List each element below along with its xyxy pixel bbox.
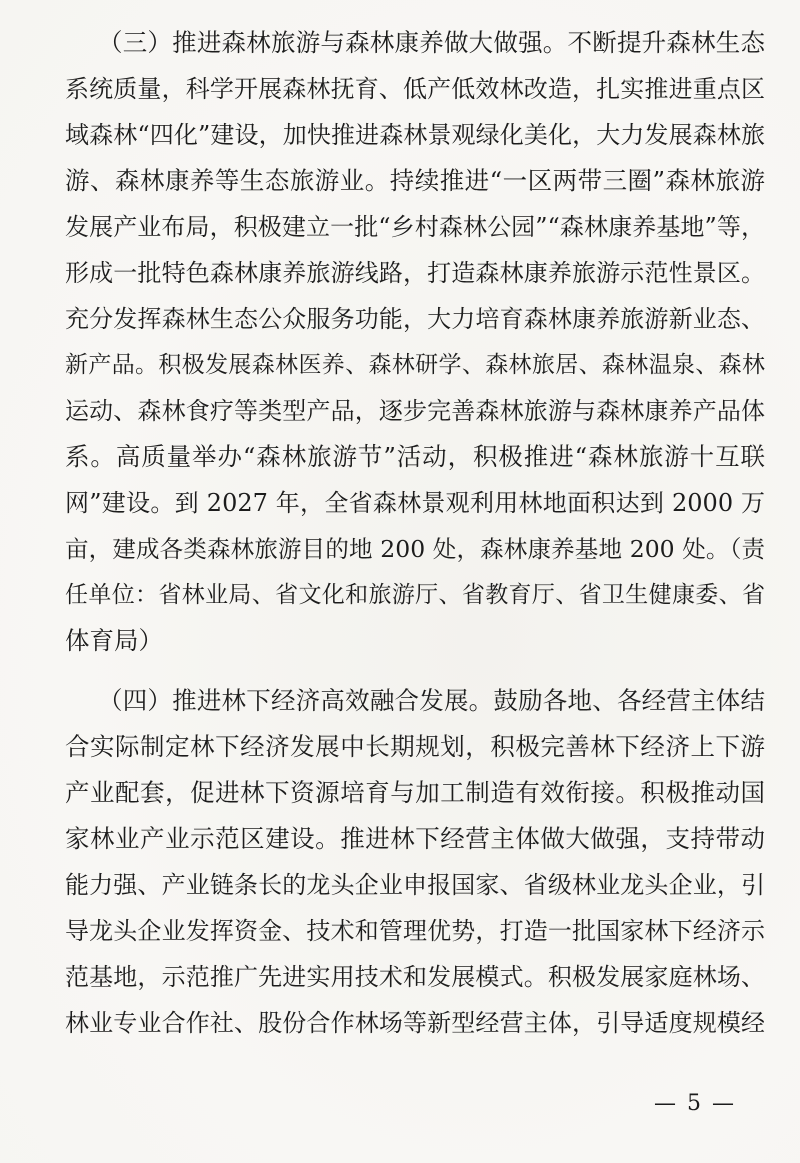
paragraph-line: 系。高质量举办“森林旅游节”活动，积极推进“森林旅游十互联 <box>65 442 765 471</box>
paragraph-line: 发展产业布局，积极建立一批“乡村森林公园”“森林康养基地”等， <box>65 213 765 241</box>
paragraph-line: 网”建设。到 2027 年，全省森林景观利用林地面积达到 2000 万 <box>65 489 765 517</box>
paragraph-line: （三）推进森林旅游与森林康养做大做强。不断提升森林生态 <box>98 28 765 57</box>
paragraph-line: （四）推进林下经济高效融合发展。鼓励各地、各经营主体结 <box>98 686 765 715</box>
paragraph-line: 系统质量，科学开展森林抚育、低产低效林改造，扎实推进重点区 <box>65 75 765 103</box>
paragraph-line: 家林业产业示范区建设。推进林下经营主体做大做强，支持带动 <box>65 824 765 853</box>
paragraph-line: 新产品。积极发展森林医养、森林研学、森林旅居、森林温泉、森林 <box>65 352 765 378</box>
paragraph-line: 体育局） <box>65 626 163 655</box>
paragraph-line: 形成一批特色森林康养旅游线路，打造森林康养旅游示范性景区。 <box>65 259 765 287</box>
paragraph-line: 运动、森林食疗等类型产品，逐步完善森林旅游与森林康养产品体 <box>65 397 765 425</box>
paragraph-line: 域森林“四化”建设，加快推进森林景观绿化美化，大力发展森林旅 <box>65 121 765 149</box>
paragraph-line: 林业专业合作社、股份合作林场等新型经营主体，引导适度规模经 <box>65 1009 765 1037</box>
paragraph-line: 游、森林康养等生态旅游业。持续推进“一区两带三圈”森林旅游 <box>65 166 765 195</box>
paragraph-line: 能力强、产业链条长的龙头企业申报国家、省级林业龙头企业，引 <box>65 871 765 899</box>
paragraph-line: 范基地，示范推广先进实用技术和发展模式。积极发展家庭林场、 <box>65 963 765 991</box>
paragraph-line: 导龙头企业发挥资金、技术和管理优势，打造一批国家林下经济示 <box>65 917 765 945</box>
paragraph-line: 充分发挥森林生态公众服务功能，大力培育森林康养旅游新业态、 <box>65 305 765 333</box>
page-number: — 5 — <box>654 1091 736 1116</box>
paragraph-line: 合实际制定林下经济发展中长期规划，积极完善林下经济上下游 <box>65 732 765 761</box>
paragraph-line: 产业配套，促进林下资源培育与加工制造有效衔接。积极推动国 <box>65 778 765 807</box>
paragraph-line: 任单位：省林业局、省文化和旅游厅、省教育厅、省卫生健康委、省 <box>65 582 765 608</box>
paragraph-line: 亩，建成各类森林旅游目的地 200 处，森林康养基地 200 处。（责 <box>65 535 765 563</box>
